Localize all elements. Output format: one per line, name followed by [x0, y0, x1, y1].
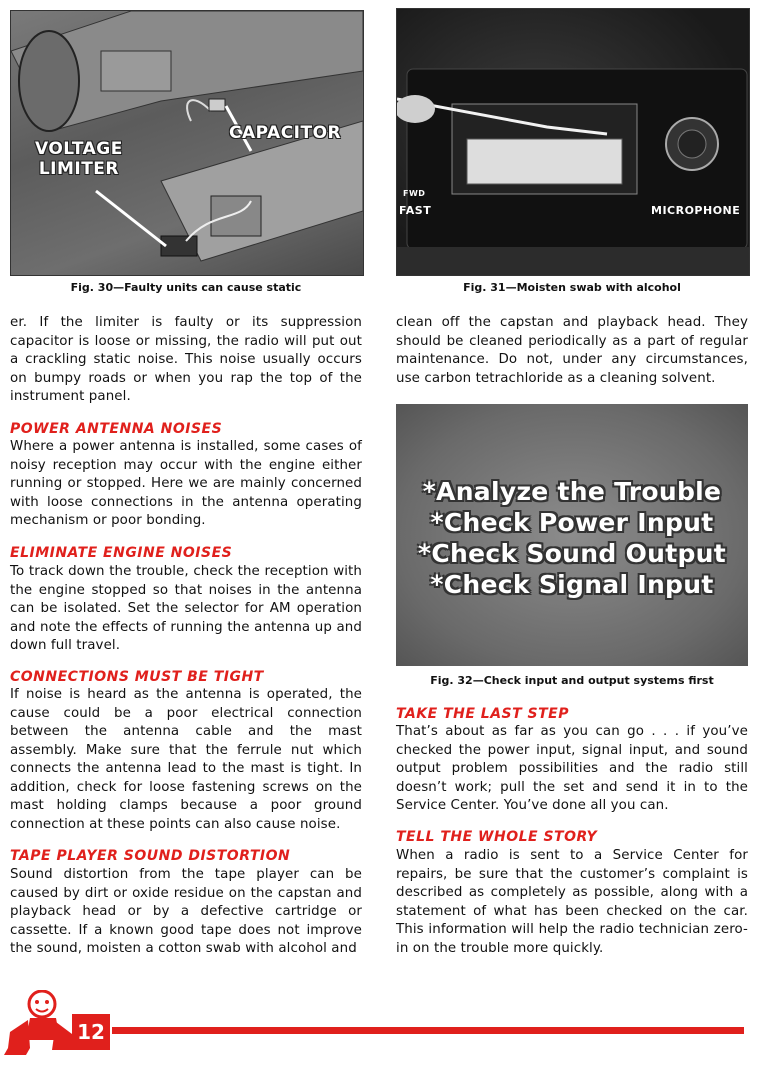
microphone-label: MICROPHONE	[651, 204, 741, 217]
figure-31-caption: Fig. 31—Moisten swab with alcohol	[463, 281, 681, 294]
text-tape-player-sound-distortion: Sound distortion from the tape player can be caused by dirt or oxide residue on the capstan and playback head or by a defective cartridge or cassette. If a known good tape does not improve the sound, moisten a cotton swab with alcohol and	[10, 867, 362, 956]
right-intro-text: clean off the capstan and playback head. They should be cleaned periodically as a part of regular maintenance. Do not, under any circumstances, use carbon tetrachloride as a cleaning solvent.	[396, 315, 748, 386]
text-eliminate-engine-noises: To track down the trouble, check the reception with the engine stopped so that noises in the antenna can be isolated. Set the selector for AM operation and note the effects of running the antenna up and down full travel.	[10, 564, 362, 653]
figure-32-slide	[396, 404, 748, 666]
slide-line-power: *Check Power Input	[430, 508, 714, 537]
mascot-logo-icon	[0, 990, 80, 1055]
text-tell-the-whole-story: When a radio is sent to a Service Center for repairs, be sure that the customer’s complaint is described as completely as possible, along with a statement of what has been checked on the car. This information will help the radio technician zero-in on the trouble more quickly.	[396, 848, 748, 956]
voltage-limiter-line1: VOLTAGE	[35, 139, 123, 159]
slide-line-sound: *Check Sound Output	[417, 539, 727, 568]
page-number: 12	[72, 1014, 110, 1050]
voltage-limiter-label	[35, 139, 123, 179]
fwd-label: FWD	[403, 189, 426, 198]
heading-tape-player-sound-distortion: TAPE PLAYER SOUND DISTORTION	[10, 848, 291, 864]
left-intro-text: er. If the limiter is faulty or its suppression capacitor is loose or missing, the radio will put out a crackling static noise. This noise usually occurs on bumpy roads or when you rap the top of the instrument panel.	[10, 315, 362, 404]
heading-tell-the-whole-story: TELL THE WHOLE STORY	[396, 829, 598, 845]
heading-take-the-last-step: TAKE THE LAST STEP	[396, 706, 570, 722]
figure-30-caption: Fig. 30—Faulty units can cause static	[70, 281, 302, 294]
figure-30-photo	[10, 10, 364, 276]
footer-red-bar	[112, 1027, 744, 1034]
figure-32-caption: Fig. 32—Check input and output systems first	[430, 674, 714, 687]
figure-31-photo	[396, 8, 750, 276]
text-power-antenna-noises: Where a power antenna is installed, some cases of noisy reception may occur with the engine either running or stopped. Here we are mainly concerned with loose connections in the antenna operating mechanism or poor bonding.	[10, 439, 362, 528]
fast-label: FAST	[399, 204, 432, 217]
text-connections-must-be-tight: If noise is heard as the antenna is operated, the cause could be a poor electrical connection between the antenna cable and the mast assembly. Make sure that the ferrule nut which connects the antenna lead to the mast is tight. In addition, check for loose fastening screws on the mast holding clamps because a poor ground connection at these points can also cause noise.	[10, 687, 362, 832]
slide-line-analyze: *Analyze the Trouble	[422, 477, 722, 506]
tape-player-illustration	[397, 9, 749, 275]
heading-eliminate-engine-noises: ELIMINATE ENGINE NOISES	[10, 545, 233, 561]
voltage-limiter-line2: LIMITER	[38, 159, 120, 179]
heading-connections-must-be-tight: CONNECTIONS MUST BE TIGHT	[10, 669, 264, 685]
slide-line-signal: *Check Signal Input	[430, 570, 714, 599]
heading-power-antenna-noises: POWER ANTENNA NOISES	[10, 421, 223, 437]
capacitor-label: CAPACITOR	[229, 123, 342, 143]
text-take-the-last-step: That’s about as far as you can go . . . if you’ve checked the power input, signal input, and sound output problem possibilities and the radio still doesn’t work; pull the set and send it in to the Service Center. You’ve done all you can.	[396, 724, 748, 813]
